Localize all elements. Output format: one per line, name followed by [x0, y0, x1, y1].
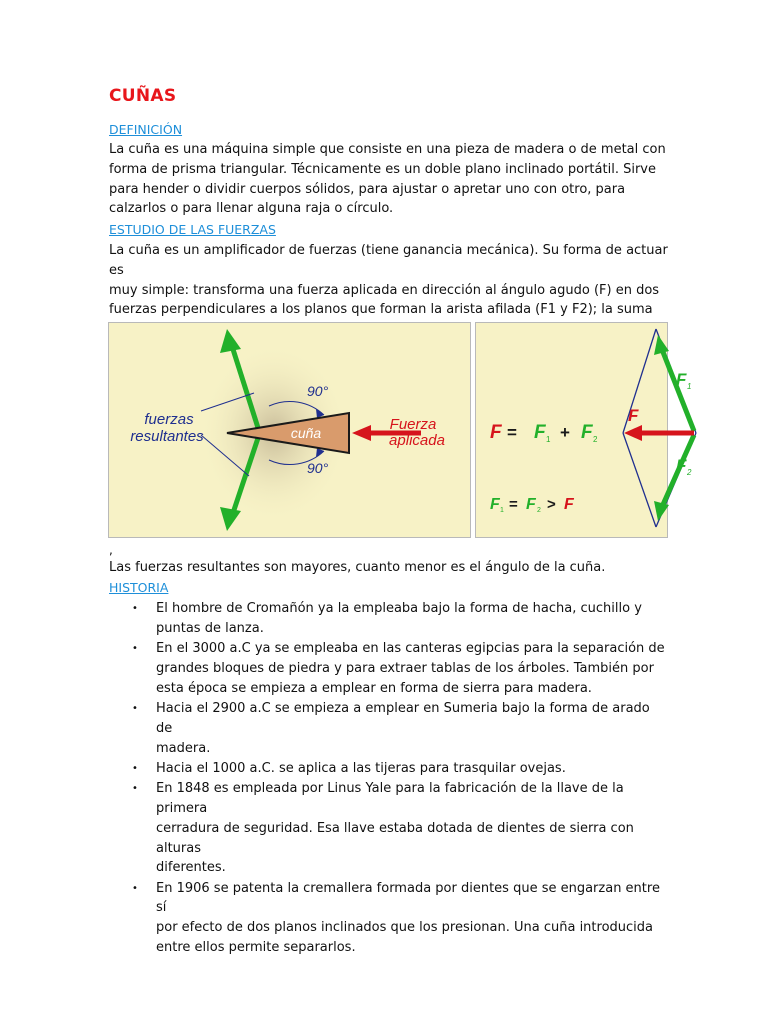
- definicion-heading[interactable]: DEFINICIÓN: [109, 122, 183, 137]
- list-item: [109, 599, 669, 639]
- bullet: •: [132, 603, 138, 614]
- page-title: CUÑAS: [109, 86, 177, 106]
- label-f: F: [628, 406, 639, 425]
- text-line: entre ellos permite separarlos.: [156, 940, 356, 956]
- svg-text:1: 1: [546, 435, 551, 444]
- bullet: •: [132, 783, 138, 795]
- applied-force-arrowhead: [352, 425, 371, 441]
- svg-text:F: F: [490, 496, 500, 513]
- list-item: [109, 779, 669, 878]
- stray-comma: ,: [109, 543, 113, 557]
- text-line: El hombre de Cromañón ya la empleaba bajo la forma de hacha, cuchillo y: [156, 601, 642, 616]
- label-f2: [676, 456, 692, 477]
- list-item: [109, 639, 669, 698]
- svg-text:F: F: [526, 496, 536, 513]
- svg-text:+: +: [560, 423, 570, 442]
- arrowhead-up: [220, 329, 241, 353]
- svg-text:2: 2: [593, 435, 598, 444]
- text-line: fuerzas perpendiculares a los planos que forman la arista afilada (F1 y F2); la suma: [109, 302, 653, 318]
- historia-heading[interactable]: HISTORIA: [109, 580, 169, 595]
- f1-arrowhead: [654, 335, 669, 355]
- f2-arrowhead: [654, 501, 669, 521]
- svg-text:=: =: [509, 496, 518, 513]
- resultant-forces-label: resultantes: [130, 428, 204, 445]
- text-line: forma de prisma triangular. Técnicamente es un doble plano inclinado portátil. Sirve: [109, 161, 656, 177]
- applied-force-label: aplicada: [389, 432, 445, 449]
- applied-force-label: Fuerza: [389, 416, 437, 433]
- text-line: La cuña es una máquina simple que consiste en una pieza de madera o de metal con: [109, 142, 666, 157]
- text-line: madera.: [156, 740, 211, 756]
- bullet: •: [132, 762, 138, 774]
- vector-line: [623, 433, 656, 527]
- text-line: En 1906 se patenta la cremallera formada por dientes que se engarzan entre sí: [156, 880, 660, 916]
- resultant-forces-label: fuerzas: [144, 411, 194, 428]
- text-line: cerradura de seguridad. Esa llave estaba dotada de dientes de sierra con alturas: [156, 820, 634, 856]
- text-line: esta época se empieza a emplear en forma de sierra para madera.: [156, 680, 592, 696]
- angle-label-top: 90°: [307, 383, 329, 399]
- text-line: puntas de lanza.: [156, 620, 264, 636]
- text-line: por efecto de dos planos inclinados que los presionan. Una cuña introducida: [156, 920, 654, 936]
- text-line: La cuña es un amplificador de fuerzas (tiene ganancia mecánica). Su forma de actuar es: [109, 243, 668, 278]
- svg-text:>: >: [547, 496, 556, 513]
- bullet: •: [132, 882, 138, 894]
- svg-text:F: F: [676, 456, 687, 475]
- svg-text:F: F: [490, 422, 502, 443]
- arrowhead-down: [220, 507, 241, 531]
- vector-sum-equation: [490, 422, 598, 444]
- svg-text:F: F: [534, 422, 546, 443]
- wedge-label: cuña: [290, 425, 322, 441]
- conclusion-text: Las fuerzas resultantes son mayores, cuanto menor es el ángulo de la cuña.: [109, 560, 606, 575]
- svg-text:F: F: [564, 496, 574, 513]
- text-line: para hender o dividir cuerpos sólidos, para ajustar o apretar uno con otro, para: [109, 181, 626, 197]
- svg-text:=: =: [507, 423, 517, 442]
- label-f1: [676, 370, 691, 391]
- svg-text:1: 1: [500, 507, 504, 514]
- wedge-diagram: [109, 323, 472, 539]
- text-line: muy simple: transforma una fuerza aplicada en dirección al ángulo agudo (F) en dos: [109, 282, 660, 298]
- svg-text:1: 1: [687, 382, 692, 391]
- angle-label-bottom: 90°: [307, 460, 329, 476]
- fuerzas-heading[interactable]: ESTUDIO DE LAS FUERZAS: [109, 222, 276, 237]
- definicion-paragraph: [109, 140, 669, 219]
- force-comparison-inequality: [490, 496, 575, 514]
- bullet: •: [132, 643, 138, 655]
- applied-force-arrowhead: [624, 425, 642, 441]
- text-line: En 1848 es empleada por Linus Yale para la fabricación de la llave de la primera: [156, 781, 624, 816]
- text-line: Hacia el 2900 a.C se empieza a emplear en Sumeria bajo la forma de arado de: [156, 700, 650, 736]
- list-item: [109, 879, 669, 958]
- bullet: •: [132, 702, 138, 714]
- historia-list: [109, 599, 669, 958]
- text-line: calzarlos o para llenar alguna raja o círculo.: [109, 201, 394, 217]
- list-item: [109, 759, 669, 779]
- text-line: grandes bloques de piedra y para extraer tablas de los árboles. También por: [156, 660, 654, 676]
- list-item: [109, 699, 669, 758]
- svg-text:F: F: [581, 422, 593, 443]
- text-line: diferentes.: [156, 860, 226, 876]
- wedge-diagram-panel: [108, 322, 471, 538]
- svg-text:2: 2: [687, 468, 692, 477]
- text-line: En el 3000 a.C ya se empleaba en las canteras egipcias para la separación de: [156, 641, 665, 657]
- svg-text:F: F: [676, 370, 687, 389]
- vector-diagram: [476, 323, 692, 539]
- svg-text:2: 2: [537, 507, 541, 514]
- wedge-forces-figure: [108, 322, 692, 538]
- text-line: Hacia el 1000 a.C. se aplica a las tijeras para trasquilar ovejas.: [156, 760, 566, 776]
- vector-diagram-panel: [475, 322, 692, 538]
